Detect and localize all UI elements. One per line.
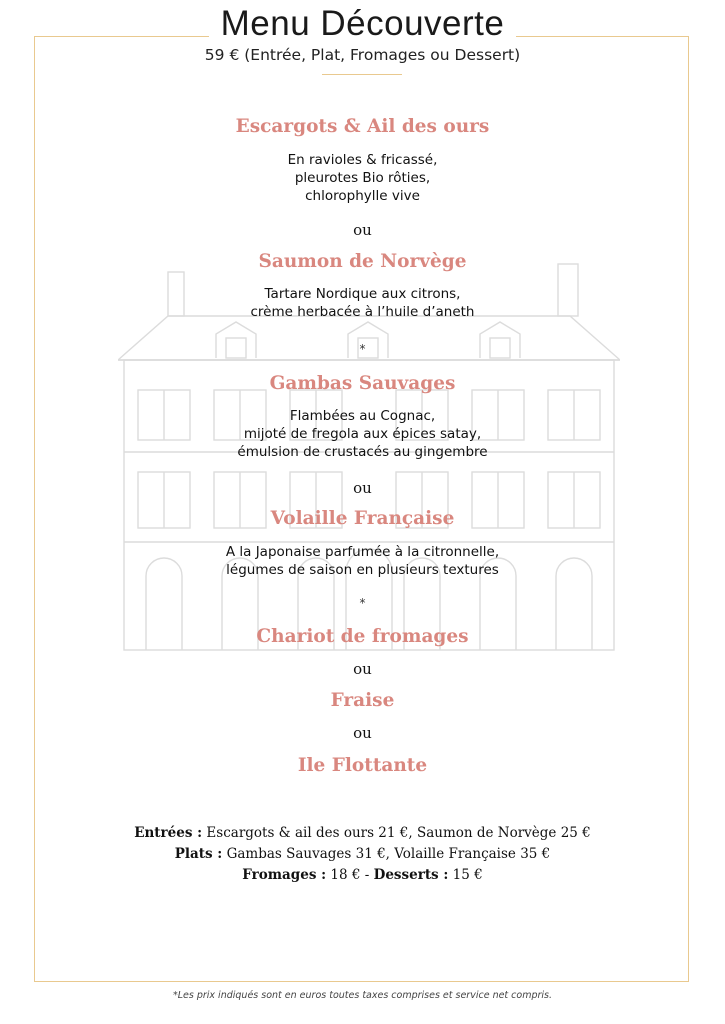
price-label: Desserts : [373, 867, 449, 883]
dish-gambas-description [0, 407, 725, 461]
subtitle-divider [322, 74, 402, 75]
or-separator: ou [353, 221, 372, 239]
or-separator: ou [353, 660, 372, 678]
price-line-fromages-desserts [0, 865, 725, 886]
dish-fromages: Chariot de fromages [256, 626, 469, 647]
title-container [0, 0, 725, 44]
course-separator: * [359, 342, 366, 356]
desc-line: Flambées au Cognac, [289, 408, 436, 424]
desc-line: Tartare Nordique aux citrons, [264, 286, 461, 302]
price-text: 18 € - [330, 867, 370, 883]
dish-saumon: Saumon de Norvège [258, 251, 467, 272]
price-line-plats [0, 844, 725, 865]
dish-saumon-description [0, 285, 725, 321]
price-line-entrees [0, 823, 725, 844]
desc-line: légumes de saison en plusieurs textures [226, 562, 499, 578]
dish-volaille-description [0, 543, 725, 579]
desc-line: émulsion de crustacés au gingembre [237, 444, 488, 460]
dish-ile-flottante: Ile Flottante [297, 755, 428, 776]
price-text: 15 € [452, 867, 483, 883]
footnote: *Les prix indiqués sont en euros toutes taxes comprises et service net compris. [172, 990, 553, 1001]
desc-line: A la Japonaise parfumée à la citronnelle, [225, 544, 500, 560]
dish-gambas: Gambas Sauvages [269, 373, 456, 394]
price-text: Escargots & ail des ours 21 €, Saumon de Norvège 25 € [206, 825, 591, 841]
dish-fraise: Fraise [330, 690, 395, 711]
or-separator: ou [353, 479, 372, 497]
dish-escargots-description [0, 151, 725, 205]
dish-volaille: Volaille Française [270, 508, 455, 529]
dish-escargots: Escargots & Ail des ours [235, 116, 490, 137]
price-label: Plats : [174, 846, 223, 862]
price-label: Fromages : [242, 867, 327, 883]
desc-line: En ravioles & fricassé, [287, 152, 438, 168]
desc-line: mijoté de fregola aux épices satay, [243, 426, 482, 442]
course-separator: * [359, 596, 366, 610]
menu-title: Menu Découverte [209, 4, 517, 44]
price-text: Gambas Sauvages 31 €, Volaille Française 35 € [226, 846, 551, 862]
price-label: Entrées : [134, 825, 203, 841]
desc-line: chlorophylle vive [305, 188, 420, 204]
desc-line: crème herbacée à l’huile d’aneth [250, 304, 475, 320]
desc-line: pleurotes Bio rôties, [294, 170, 431, 186]
or-separator: ou [353, 724, 372, 742]
a-la-carte-prices [0, 823, 725, 886]
menu-subtitle: 59 € (Entrée, Plat, Fromages ou Dessert) [204, 46, 521, 64]
